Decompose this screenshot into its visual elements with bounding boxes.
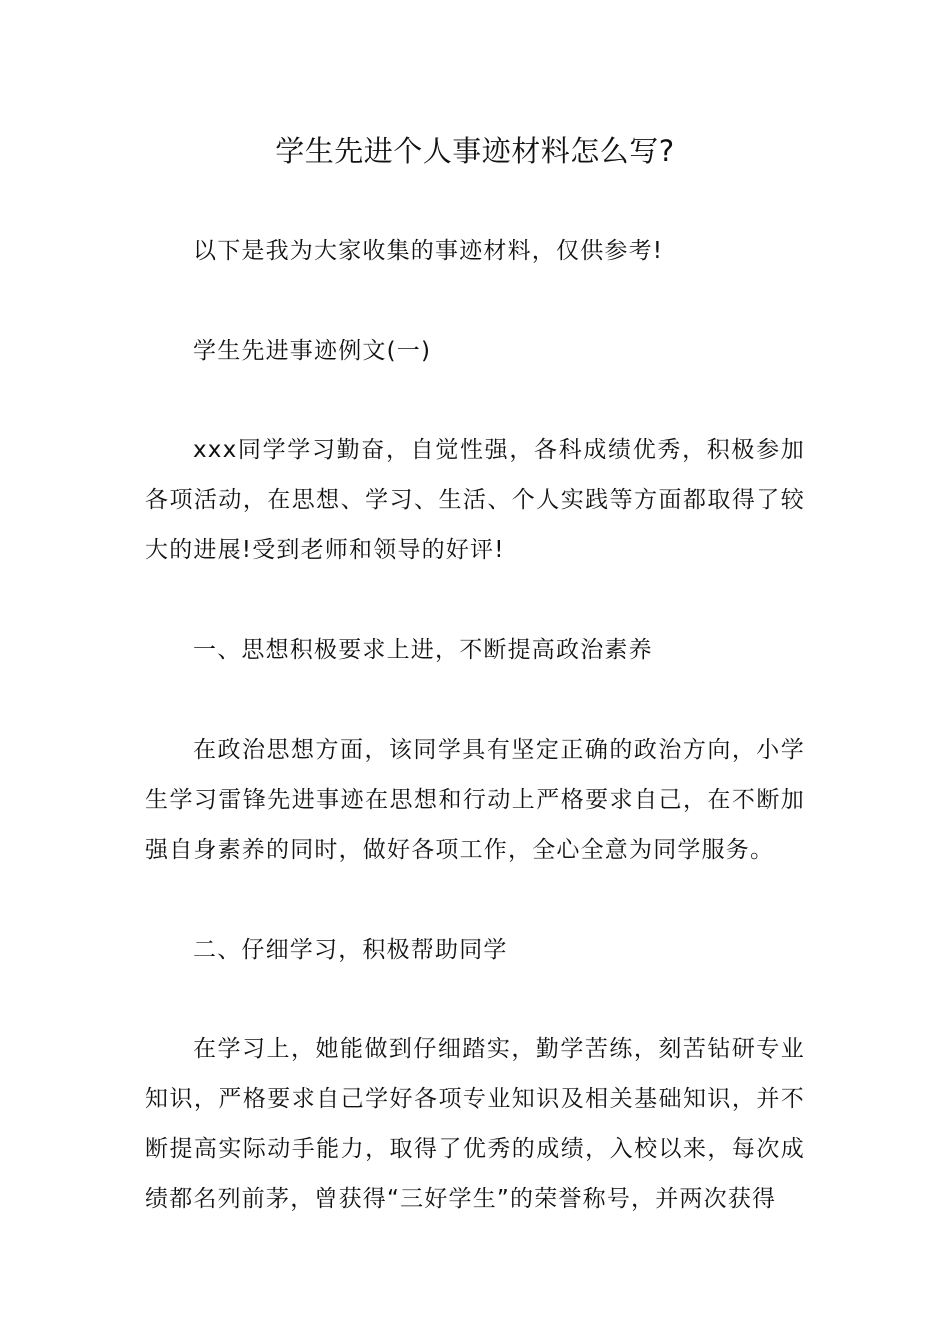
example-heading: 学生先进事迹例文(一) bbox=[193, 338, 432, 364]
intro-paragraph: 以下是我为大家收集的事迹材料，仅供参考! bbox=[193, 238, 664, 264]
section-heading-1: 一、思想积极要求上进，不断提高政治素养 bbox=[193, 637, 653, 663]
body-paragraph-3: 在学习上，她能做到仔细踏实，勤学苦练，刻苦钻研专业知识，严格要求自己学好各项专业知识及相关基础知识，并不断提高实际动手能力，取得了优秀的成绩，入校以来，每次成绩都名列前茅，曾获得“三好学生”的荣誉称号，并两次获得 bbox=[145, 1036, 805, 1212]
document-title: 学生先进个人事迹材料怎么写? bbox=[275, 134, 675, 168]
body-paragraph-2: 在政治思想方面，该同学具有坚定正确的政治方向，小学生学习雷锋先进事迹在思想和行动上严格要求自己，在不断加强自身素养的同时，做好各项工作，全心全意为同学服务。 bbox=[145, 737, 805, 863]
section-heading-2: 二、仔细学习，积极帮助同学 bbox=[193, 937, 508, 963]
body-paragraph-1: xxx同学学习勤奋，自觉性强，各科成绩优秀，积极参加各项活动，在思想、学习、生活、个人实践等方面都取得了较大的进展!受到老师和领导的好评! bbox=[145, 437, 805, 563]
